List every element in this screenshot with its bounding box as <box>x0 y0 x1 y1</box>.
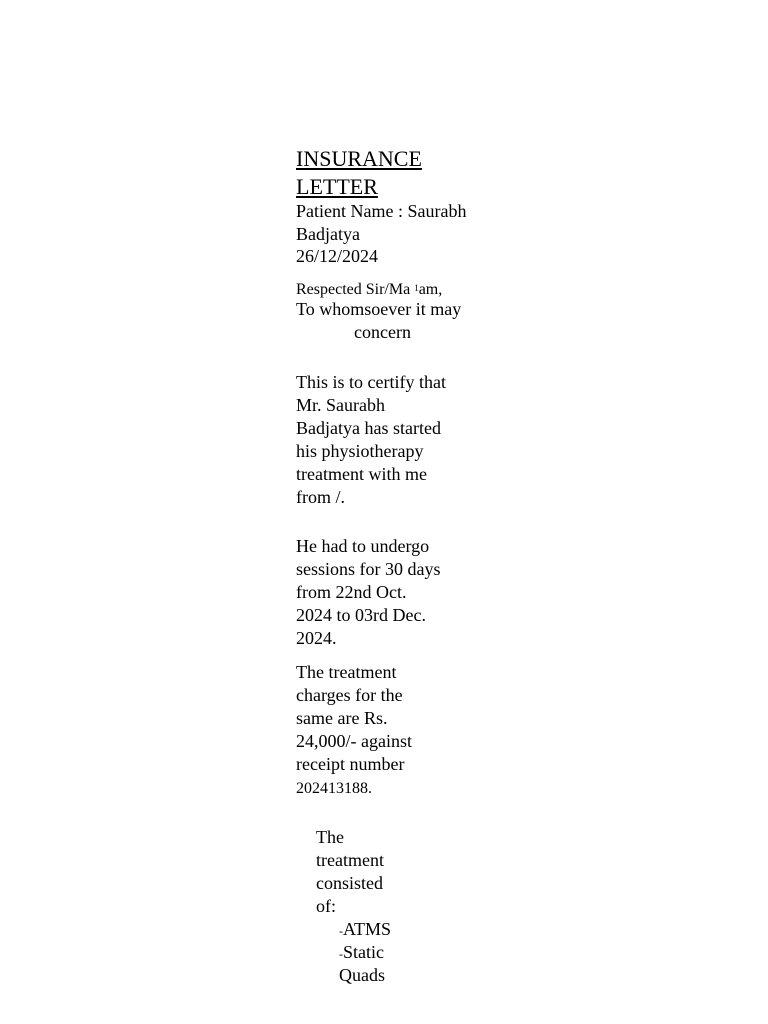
letter-title: INSURANCE LETTER <box>296 146 422 199</box>
item-label: Quads <box>339 965 385 985</box>
certification-paragraph: This is to certify that Mr. Saurabh Badjatya has started his physiotherapy treatment with me from /. <box>296 372 446 507</box>
receipt-number: 202413188. <box>296 780 372 797</box>
treatment-item-static <box>339 941 384 966</box>
letter-date: 26/12/2024 <box>296 246 379 266</box>
item-dash: - <box>339 924 343 938</box>
charges-paragraph <box>296 661 436 800</box>
item-dash: - <box>339 947 343 961</box>
concern-line-2: concern <box>354 322 411 342</box>
salutation-prefix: Respected Sir/Ma <box>296 281 411 298</box>
treatment-item-quads <box>339 964 385 989</box>
salutation-mark: 1 <box>414 283 419 293</box>
charges-text: The treatment charges for the same are Rs. 24,000/- against receipt number <box>296 662 412 774</box>
treatment-item-atms <box>339 918 391 943</box>
salutation-suffix: am, <box>418 281 443 298</box>
concern-line-1: To whomsoever it may <box>296 299 462 319</box>
patient-name-line: Patient Name : Saurabh Badjatya <box>296 201 467 244</box>
item-label: Static <box>343 942 384 962</box>
treatment-intro: The treatment consisted of: <box>316 827 384 916</box>
to-whom-it-may-concern <box>296 298 496 344</box>
item-label: ATMS <box>343 919 392 939</box>
sessions-paragraph: He had to undergo sessions for 30 days from 22nd Oct. 2024 to 03rd Dec. 2024. <box>296 536 441 648</box>
